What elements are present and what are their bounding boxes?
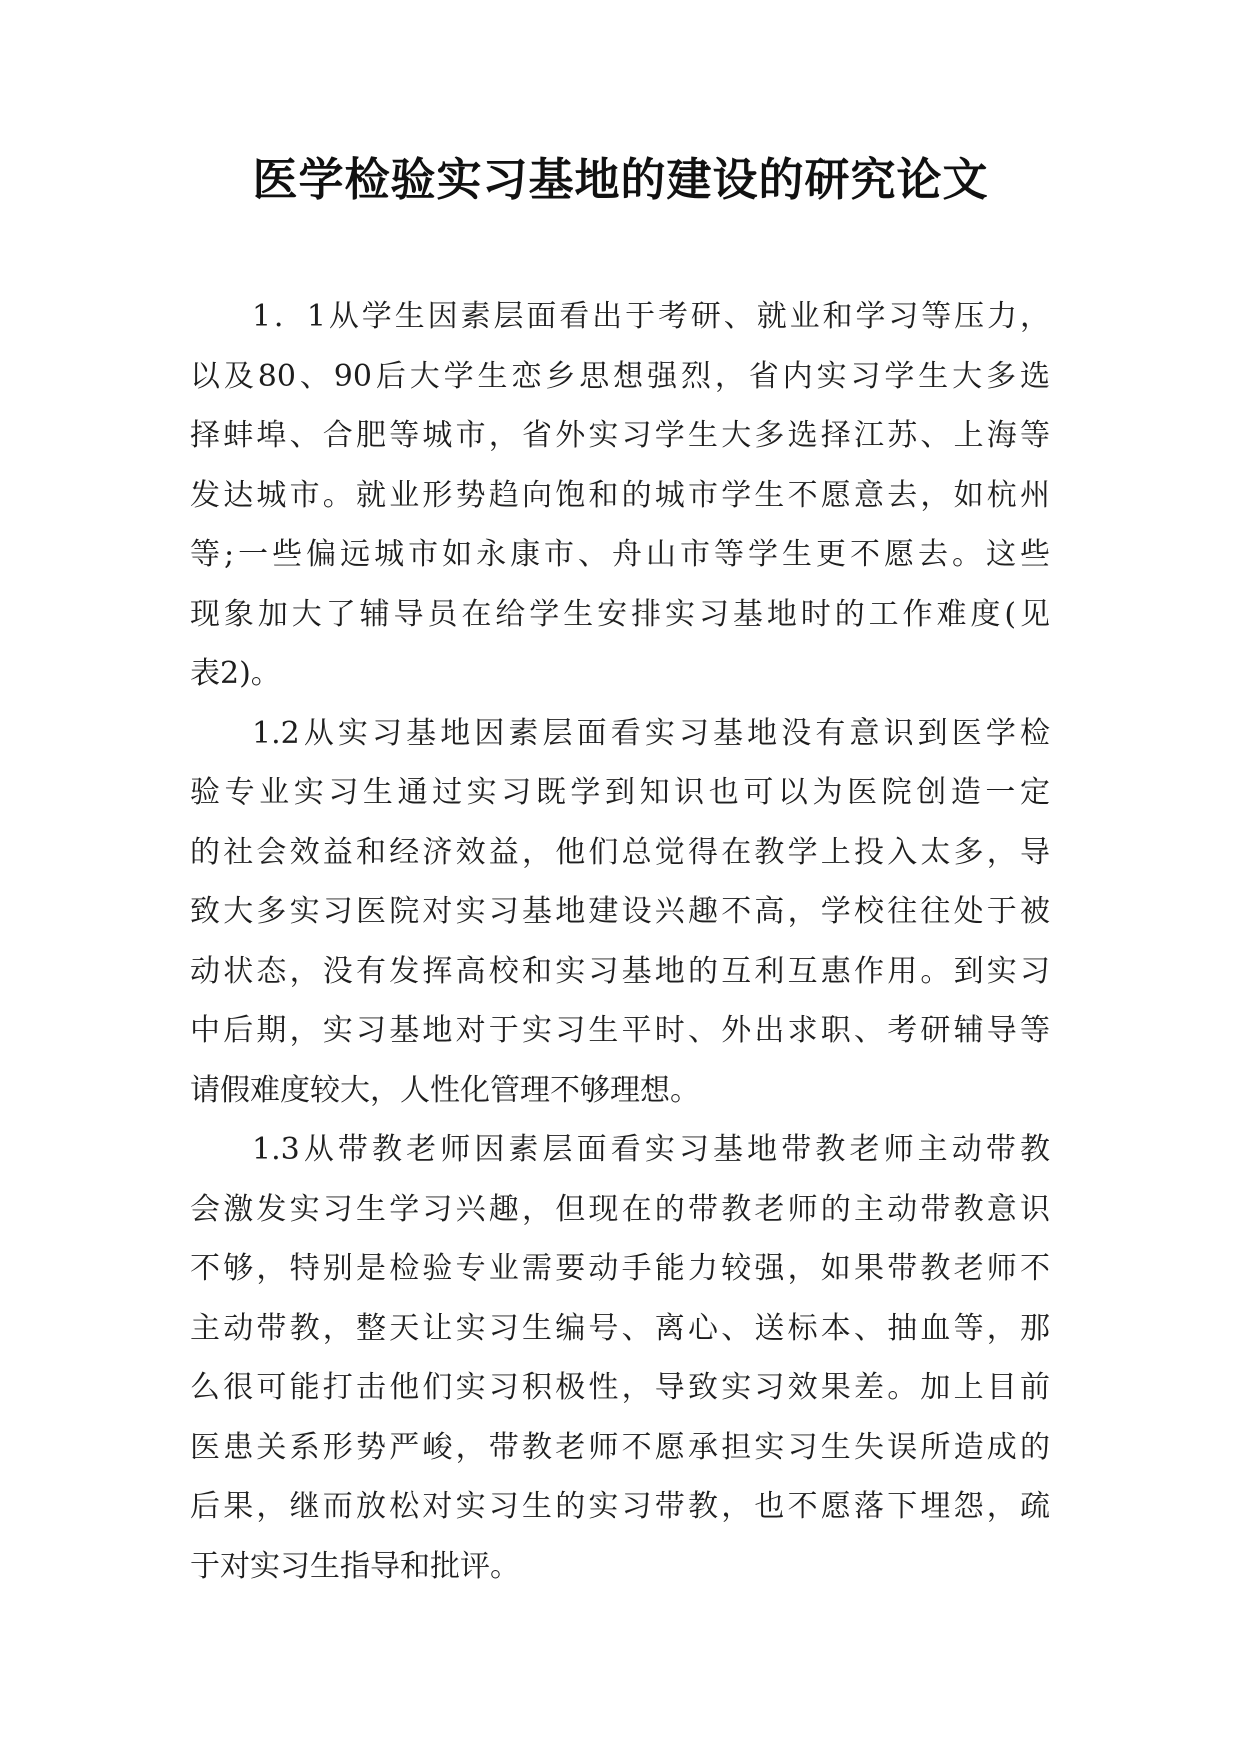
paragraph-1-1: [190, 287, 1050, 704]
paragraph-1-2: [190, 704, 1050, 1121]
paragraph-line: 致大多实习医院对实习基地建设兴趣不高，学校往往处于被: [190, 894, 1050, 929]
paragraph-line: 发达城市。就业形势趋向饱和的城市学生不愿意去，如杭州: [190, 477, 1050, 513]
document-body: [190, 287, 1050, 1596]
paragraph-line: 验专业实习生通过实习既学到知识也可以为医院创造一定: [190, 775, 1050, 810]
paragraph-line: 医患关系形势严峻，带教老师不愿承担实习生失误所造成的: [190, 1429, 1050, 1465]
paragraph-line: 1．1从学生因素层面看出于考研、就业和学习等压力，: [252, 299, 1050, 334]
paragraph-line: 以及80、90后大学生恋乡思想强烈，省内实习学生大多选: [190, 358, 1050, 394]
paragraph-line: 动状态，没有发挥高校和实习基地的互利互惠作用。到实习: [190, 953, 1050, 989]
paragraph-line: 主动带教，整天让实习生编号、离心、送标本、抽血等，那: [190, 1310, 1050, 1346]
paragraph-1-3: [190, 1120, 1050, 1596]
paragraph-line: 中后期，实习基地对于实习生平时、外出求职、考研辅导等: [190, 1013, 1050, 1048]
paragraph-line: 择蚌埠、合肥等城市，省外实习学生大多选择江苏、上海等: [190, 418, 1050, 453]
paragraph-line: 1.2从实习基地因素层面看实习基地没有意识到医学检: [252, 715, 1050, 751]
paragraph-line: 请假难度较大，人性化管理不够理想。: [190, 1072, 700, 1108]
paragraph-line: 不够，特别是检验专业需要动手能力较强，如果带教老师不: [190, 1251, 1050, 1286]
document-title: 医学检验实习基地的建设的研究论文: [252, 153, 989, 206]
paragraph-line: 后果，继而放松对实习生的实习带教，也不愿落下埋怨，疏: [190, 1489, 1050, 1524]
paragraph-line: 么很可能打击他们实习积极性，导致实习效果差。加上目前: [190, 1370, 1050, 1405]
paragraph-line: 表2)。: [190, 656, 281, 691]
paragraph-line: 等;一些偏远城市如永康市、舟山市等学生更不愿去。这些: [190, 537, 1050, 572]
paragraph-line: 1.3从带教老师因素层面看实习基地带教老师主动带教: [252, 1132, 1050, 1167]
paragraph-line: 会激发实习生学习兴趣，但现在的带教老师的主动带教意识: [190, 1191, 1050, 1227]
paragraph-line: 于对实习生指导和批评。: [190, 1548, 520, 1584]
paragraph-line: 现象加大了辅导员在给学生安排实习基地时的工作难度(见: [190, 596, 1050, 632]
paragraph-line: 的社会效益和经济效益，他们总觉得在教学上投入太多，导: [190, 834, 1050, 870]
